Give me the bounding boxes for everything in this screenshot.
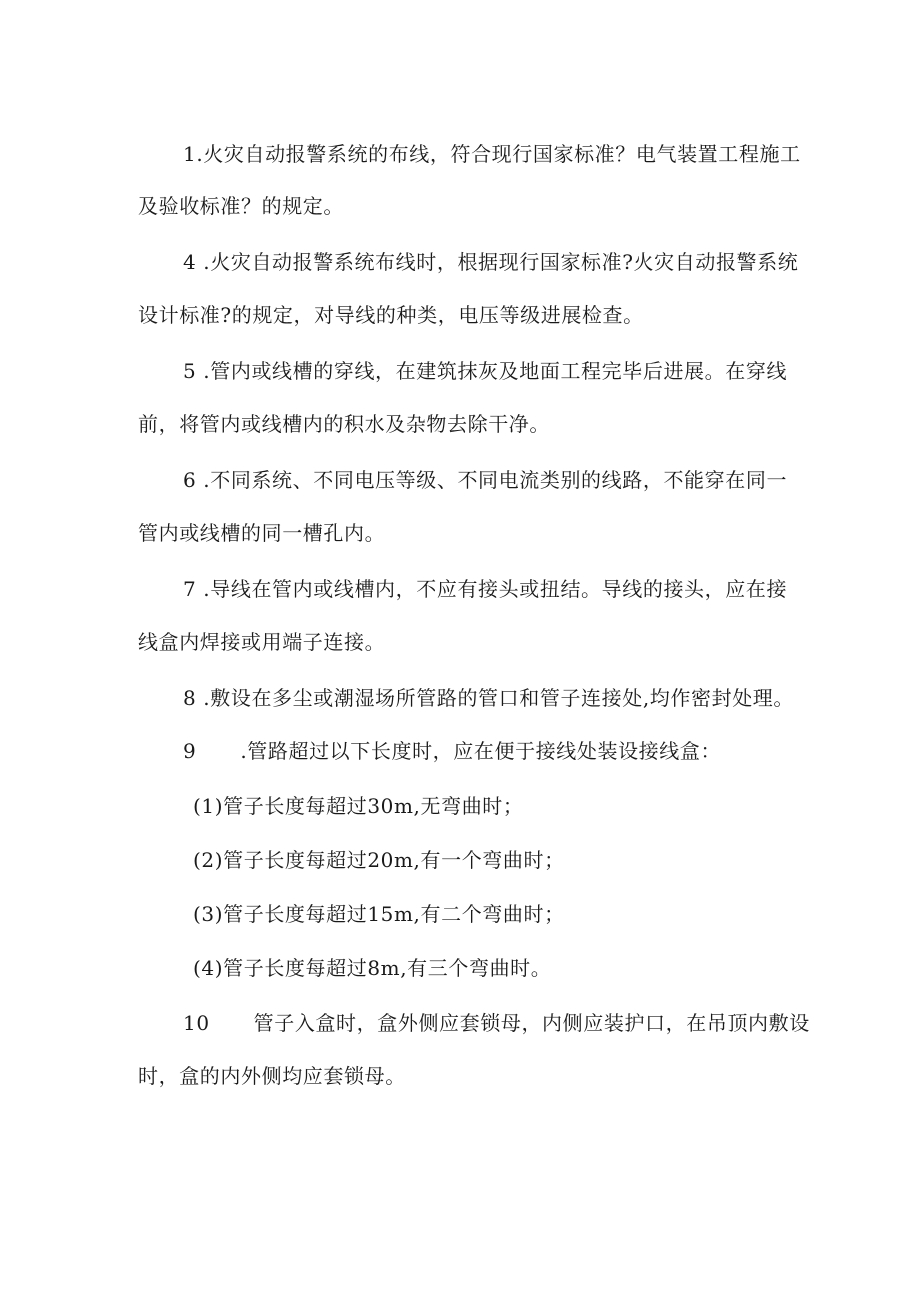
paragraph-9-number: 9 xyxy=(183,739,197,763)
paragraph-4-line-2: 设计标准?的规定，对导线的种类，电压等级进展检查。 xyxy=(138,303,644,327)
paragraph-9-line-1 xyxy=(183,738,721,764)
sub-item-2: (2)管子长度每超过20m,有一个弯曲时； xyxy=(193,848,565,872)
paragraph-8-line-1: 8 .敷设在多尘或潮湿场所管路的管口和管子连接处,均作密封处理。 xyxy=(183,686,794,710)
paragraph-4-line-1: 4 .火灾自动报警系统布线时，根据现行国家标准?火灾自动报警系统 xyxy=(183,250,799,274)
paragraph-6-line-2: 管内或线槽的同一槽孔内。 xyxy=(138,521,386,545)
sub-item-4: (4)管子长度每超过8m,有三个弯曲时。 xyxy=(193,956,552,980)
paragraph-10-number: 10 xyxy=(183,1011,210,1035)
paragraph-5-line-1: 5 .管内或线槽的穿线，在建筑抹灰及地面工程完毕后进展。在穿线 xyxy=(183,359,788,383)
paragraph-10-text: 管子入盒时，盒外侧应套锁母，内侧应装护口，在吊顶内敷设 xyxy=(253,1011,810,1035)
paragraph-10-line-1 xyxy=(183,1010,810,1036)
paragraph-9-text: .管路超过以下长度时，应在便于接线处装设接线盒： xyxy=(240,739,722,763)
paragraph-7-line-1: 7 .导线在管内或线槽内，不应有接头或扭结。导线的接头，应在接 xyxy=(183,577,788,601)
sub-item-3: (3)管子长度每超过15m,有二个弯曲时； xyxy=(193,902,565,926)
paragraph-1-line-2: 及验收标准？的规定。 xyxy=(138,194,344,218)
sub-item-1: (1)管子长度每超过30m,无弯曲时； xyxy=(193,794,524,818)
paragraph-6-line-1: 6 .不同系统、不同电压等级、不同电流类别的线路，不能穿在同一 xyxy=(183,468,788,492)
paragraph-10-line-2: 时，盒的内外侧均应套锁母。 xyxy=(138,1064,406,1088)
paragraph-1-line-1: 1.火灾自动报警系统的布线，符合现行国家标准？电气装置工程施工 xyxy=(183,142,801,166)
paragraph-5-line-2: 前，将管内或线槽内的积水及杂物去除干净。 xyxy=(138,412,550,436)
paragraph-7-line-2: 线盒内焊接或用端子连接。 xyxy=(138,630,386,654)
